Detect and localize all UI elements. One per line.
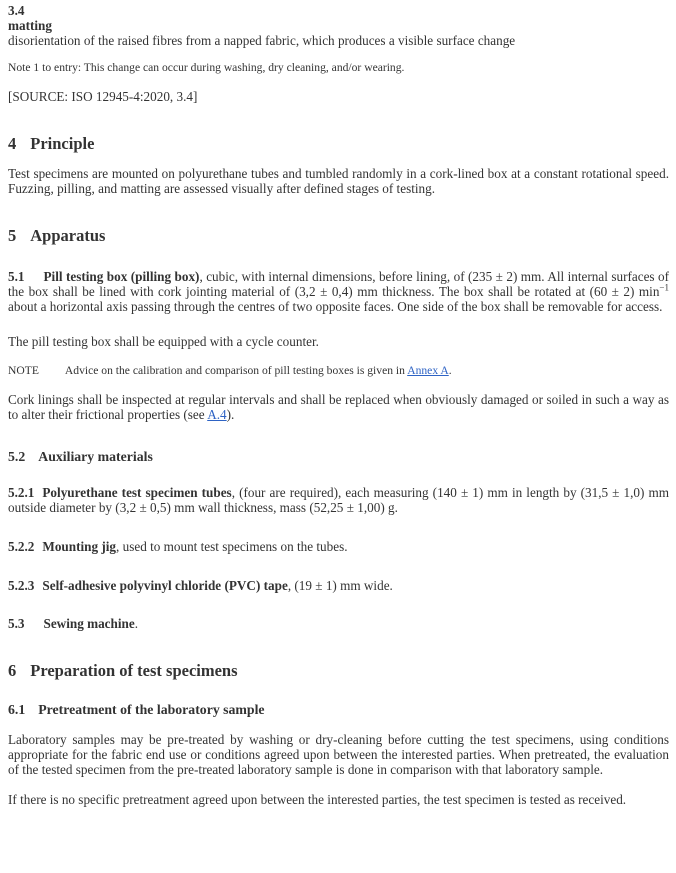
clause-number: 5.2.2 (8, 539, 35, 554)
clause-text: , cubic, with internal dimensions, before lining, of (235 ± 2) mm. All internal surfaces of the box shall be lined with cork jointing material of (3,2 ± 0,4) mm thickness. The box shall be rotated at (60 ± 2) min (8, 269, 670, 299)
clause-number: 5.2.3 (8, 578, 35, 593)
pretreatment-paragraph-2: If there is no specific pretreatment agreed upon between the interested parties, the test specimen is tested as received. (8, 792, 627, 807)
source-reference: [SOURCE: ISO 12945-4:2020, 3.4] (8, 89, 198, 104)
clause-term: Polyurethane test specimen tubes (42, 485, 232, 500)
section-title: Principle (30, 134, 95, 153)
term-definition: disorientation of the raised fibres from a napped fabric, which produces a visible surface change (8, 33, 516, 48)
section-heading-preparation (8, 661, 669, 680)
subsection-heading-6-1 (8, 701, 669, 718)
subsection-title: Auxiliary materials (38, 449, 153, 464)
cycle-counter-paragraph: The pill testing box shall be equipped with a cycle counter. (8, 334, 319, 349)
note-text-tail: . (448, 364, 452, 377)
section-title: Apparatus (30, 226, 106, 245)
clause-term: Self-adhesive polyvinyl chloride (PVC) tape (42, 578, 288, 593)
note-paragraph (8, 364, 669, 378)
subsection-heading-5-2 (8, 448, 669, 465)
term-word: matting (8, 18, 52, 33)
section-title: Preparation of test specimens (30, 661, 238, 680)
clause-term: Mounting jig (42, 539, 117, 554)
section-heading-principle (8, 134, 669, 153)
subsection-number: 5.2 (8, 449, 26, 464)
clause-term: Sewing machine (43, 616, 135, 631)
principle-paragraph: Test specimens are mounted on polyurethane tubes and tumbled randomly in a cork-lined box at a constant rotational speed. Fuzzing, pilling, and matting are assessed visually after defined stages of testing. (8, 166, 669, 196)
clause-number: 5.1 (8, 269, 25, 284)
clause-5-2-3 (8, 578, 669, 593)
annex-a-link[interactable]: Annex A (407, 364, 449, 377)
note-label: NOTE (8, 364, 39, 377)
clause-5-1 (8, 269, 669, 314)
term-entry (8, 3, 669, 104)
subsection-title: Pretreatment of the laboratory sample (38, 702, 265, 717)
subsection-number: 6.1 (8, 702, 26, 717)
superscript-exponent: −1 (659, 282, 669, 293)
clause-5-3 (8, 616, 669, 631)
clause-text: , used to mount test specimens on the tubes. (116, 539, 348, 554)
clause-5-2-1 (8, 485, 669, 515)
a4-link[interactable]: A.4 (207, 407, 227, 422)
note-text: Advice on the calibration and comparison of pill testing boxes is given in (64, 364, 408, 377)
cork-text: Cork linings shall be inspected at regular intervals and shall be replaced when obviously damaged or soiled in such a way as to alter their frictional properties (see (8, 392, 669, 422)
clause-text: about a horizontal axis passing through the centres of two opposite faces. One side of the box shall be removable for access. (8, 299, 663, 314)
clause-number: 5.3 (8, 616, 25, 631)
term-note: Note 1 to entry: This change can occur during washing, dry cleaning, and/or wearing. (8, 61, 405, 74)
clause-text: . (134, 616, 138, 631)
clause-text: , (four are required), each measuring (140 ± 1) mm in length by (31,5 ± 1,0) mm outside diameter by (3,2 ± 0,5) mm wall thickness, mass (52,25 ± 1,00) g. (8, 485, 669, 515)
cork-text-tail: ). (226, 407, 235, 422)
term-number: 3.4 (8, 3, 25, 18)
pretreatment-paragraph-1: Laboratory samples may be pre-treated by washing or dry-cleaning before cutting the test specimens, using conditions appropriate for the fabric end use or conditions agreed upon between the interested parties. When pretreated, the evaluation of the tested specimen from the pre-treated laboratory sample is done in comparison with that laboratory sample. (8, 732, 669, 777)
section-number: 5 (8, 226, 17, 245)
clause-5-2-2 (8, 539, 669, 554)
cork-linings-paragraph (8, 392, 669, 422)
section-number: 6 (8, 661, 17, 680)
clause-number: 5.2.1 (8, 485, 35, 500)
section-heading-apparatus (8, 226, 669, 245)
clause-term: Pill testing box (pilling box) (43, 269, 200, 284)
section-number: 4 (8, 134, 17, 153)
clause-text: , (19 ± 1) mm wide. (287, 578, 393, 593)
